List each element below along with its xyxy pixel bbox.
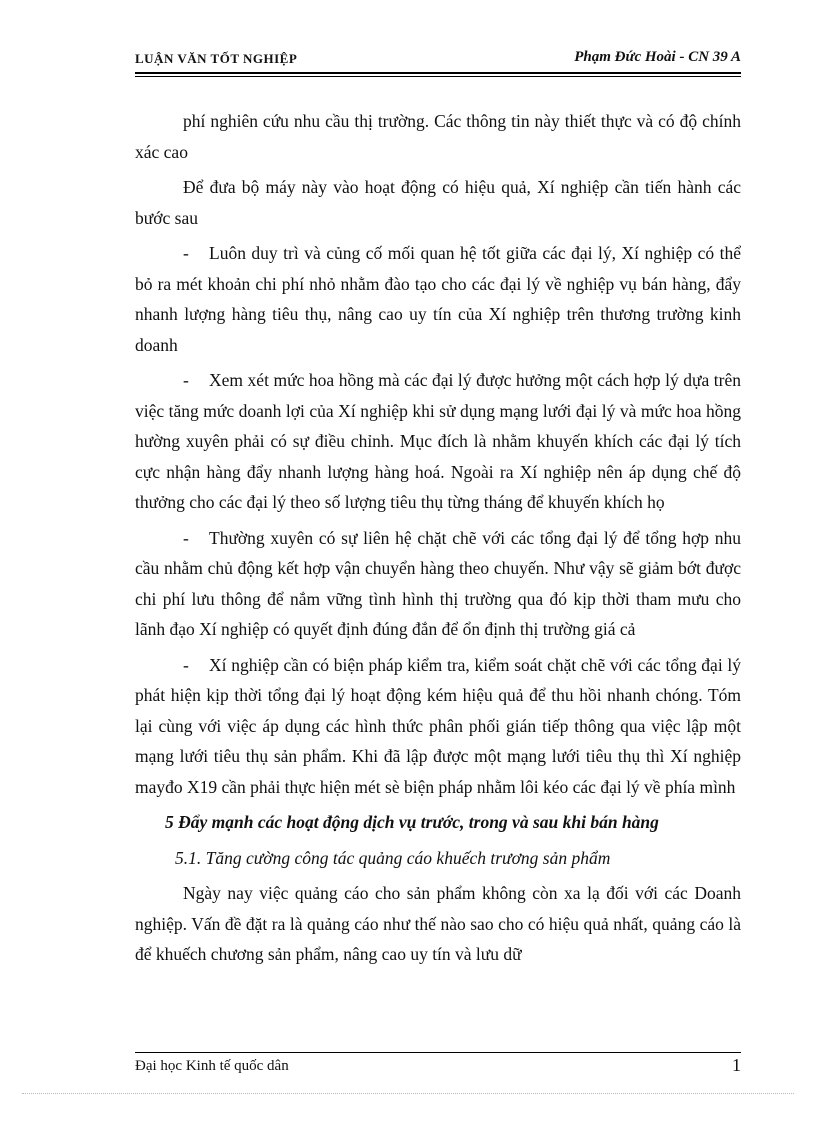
bullet-item [135,365,741,518]
bullet-marker: - [183,527,189,548]
bullet-text: Luôn duy trì và củng cố mối quan hệ tốt giữa các đại lý, Xí nghiệp có thể bỏ ra mét khoản chi phí nhỏ nhằm đào tạo cho các đại lý về nghiệp vụ bán hàng, đẩy nhanh lượng hàng tiêu thụ, nâng cao uy tín của Xí nghiệp trên thương trường kinh doanh [135,243,741,355]
paragraph: Ngày nay việc quảng cáo cho sản phẩm không còn xa lạ đối với các Doanh nghiệp. Vấn đề đặt ra là quảng cáo như thế nào sao cho có hiệu quả nhất, quảng cáo là để khuếch chương sản phẩm, nâng cao uy tín và lưu dữ [135,883,741,964]
bullet-marker: - [183,654,189,675]
bullet-text: Thường xuyên có sự liên hệ chặt chẽ với các tổng đại lý để tổng hợp nhu cầu nhằm chủ động kết hợp vận chuyển hàng theo chuyến. Như vậy sẽ giảm bớt được chi phí lưu thông để nắm vững tình hình thị trường qua đó kịp thời tham mưu cho lãnh đạo Xí nghiệp có quyết định đúng đắn để ổn định thị trường giá cả [135,527,741,639]
subsection-heading: 5.1. Tăng cường công tác quảng cáo khuếch trương sản phẩm [175,847,611,868]
bullet-item [135,650,741,803]
bullet-item [135,523,741,645]
university-name: Đại học Kinh tế quốc dân [135,1058,289,1074]
page-boundary [22,1093,794,1094]
page-body [135,106,741,975]
bullet-text: Xí nghiệp cần có biện pháp kiểm tra, kiểm soát chặt chẽ với các tổng đại lý phát hiện kịp thời tổng đại lý hoạt động kém hiệu quả để thu hồi nhanh chóng. Tóm lại cùng với việc áp dụng các hình thức phân phối gián tiếp thông qua việc lập một mạng lưới tiêu thụ sản phẩm. Khi đã lập được một mạng lưới tiêu thụ thì Xí nghiệp mayđo X19 cần phải thực hiện mét sè biện pháp nhằm lôi kéo các đại lý về phía mình [135,654,741,797]
header-rule [135,72,741,74]
header-rule-thin [135,76,741,77]
bullet-marker: - [183,243,189,263]
author-name: Phạm Đức Hoài - CN 39 A [574,49,741,65]
section-heading: 5 Đẩy mạnh các hoạt động dịch vụ trước, trong và sau khi bán hàng [165,812,659,832]
bullet-marker: - [183,370,189,390]
paragraph: Để đưa bộ máy này vào hoạt động có hiệu quả, Xí nghiệp cần tiến hành các bước sau [135,177,741,228]
bullet-text: Xem xét mức hoa hồng mà các đại lý được hưởng một cách hợp lý dựa trên việc tăng mức doanh lợi của Xí nghiệp khi sử dụng mạng lưới đại lý và mức hoa hồng hường xuyên phải có sự điều chỉnh. Mục đích là nhằm khuyến khích các đại lý tích cực nhận hàng đẩy nhanh lượng hàng hoá. Ngoài ra Xí nghiệp nên áp dụng chế độ thưởng cho các đại lý theo số lượng tiêu thụ từng tháng để khuyến khích họ [135,370,741,512]
paragraph: phí nghiên cứu nhu cầu thị trường. Các thông tin này thiết thực và có độ chính xác cao [135,111,741,162]
page-number: 1 [732,1055,741,1075]
page-header [135,48,741,70]
thesis-title: LUẬN VĂN TỐT NGHIỆP [135,51,298,66]
footer-rule [135,1052,741,1053]
bullet-item [135,238,741,360]
